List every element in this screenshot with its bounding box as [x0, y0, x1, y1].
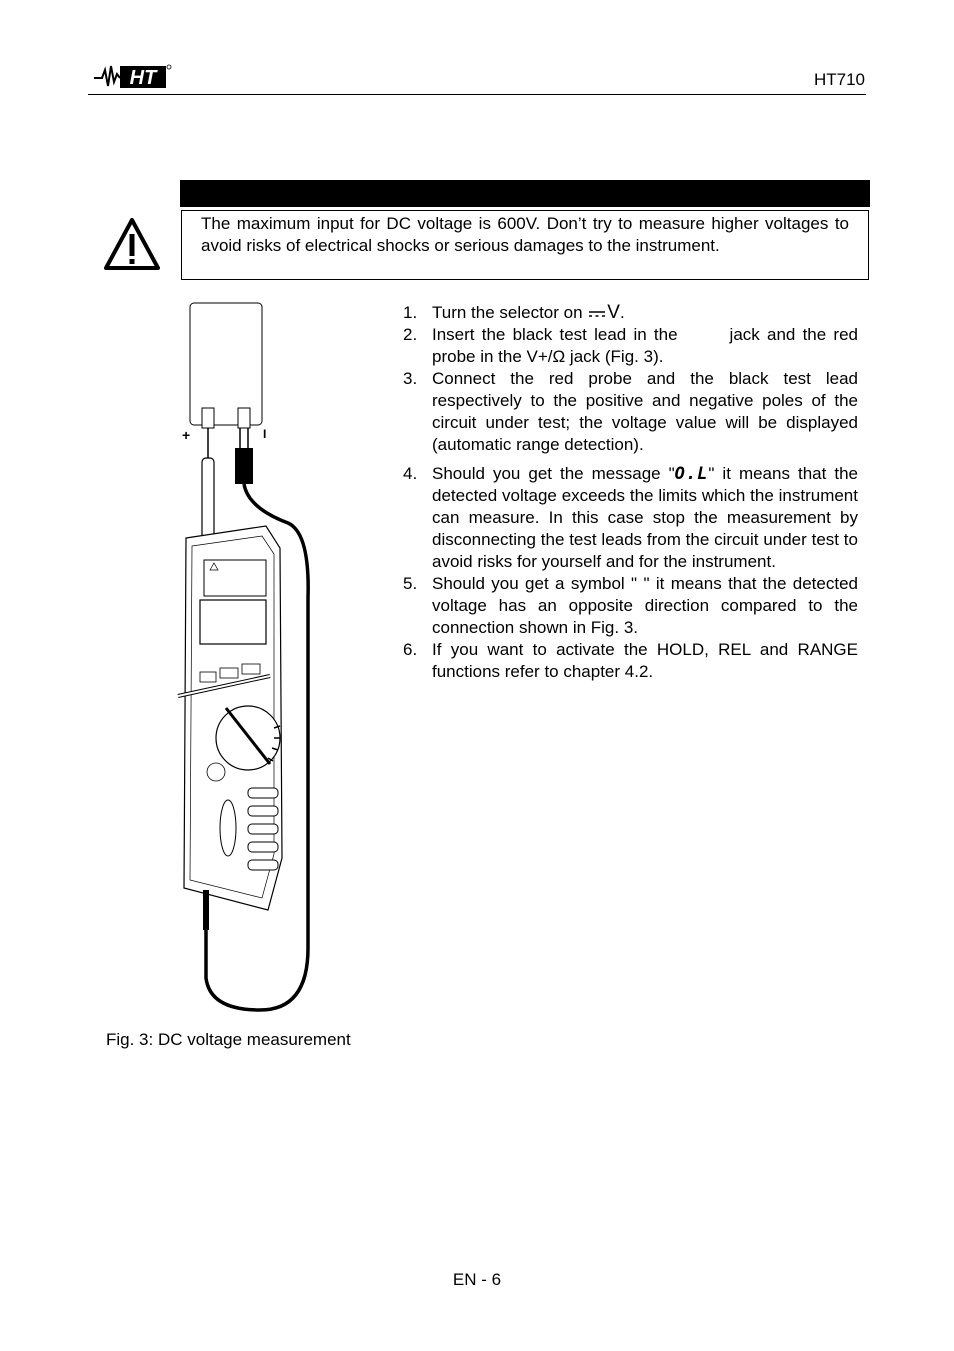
figure-caption: Fig. 3: DC voltage measurement	[106, 1030, 351, 1049]
step-number: 2.	[403, 325, 418, 344]
step-text-end: .	[619, 303, 625, 322]
dc-symbol-icon	[588, 309, 606, 319]
logo-text: HT	[129, 67, 157, 89]
step-3	[400, 368, 858, 456]
step-text: Should you get the message "	[432, 464, 675, 483]
step-5	[400, 573, 858, 639]
step-number: 4.	[403, 464, 418, 483]
step-2	[400, 324, 858, 368]
step-text: Insert the black test lead in the	[432, 325, 678, 344]
step-text-end: " it means that the detected voltage exceeds the limits which the instrument can measure. In this case stop the measurement by disconnecting the test leads from the circuit under test to avoid risks for yourself and for the instrument.	[432, 464, 858, 571]
step-1	[400, 302, 858, 324]
warning-text: The maximum input for DC voltage is 600V. Don’t try to measure higher voltages to avoid risks of electrical shocks or serious damages to the instrument.	[201, 214, 849, 255]
step-4	[400, 463, 858, 573]
overload-display-code: O.L	[674, 464, 709, 484]
ht-logo	[92, 60, 172, 92]
procedure-steps	[400, 302, 858, 683]
multimeter-figure	[170, 298, 320, 1018]
step-text: Should you get a symbol " " it means that the detected voltage has an opposite direction compared to the connection shown in Fig. 3.	[432, 574, 858, 637]
page-number: EN - 6	[452, 1270, 502, 1289]
step-number: 5.	[403, 574, 418, 593]
model-name: HT710	[813, 70, 865, 89]
plus-terminal-label: +	[182, 427, 191, 443]
step-number: 3.	[403, 369, 418, 388]
warning-box	[181, 210, 869, 280]
minus-terminal-label: I	[263, 427, 267, 441]
step-6	[400, 639, 858, 683]
step-text: Connect the red probe and the black test lead respectively to the positive and negative poles of the circuit under test; the voltage value will be displayed (automatic range detection).	[432, 369, 858, 454]
step-number: 1.	[403, 303, 418, 322]
step-number: 6.	[403, 640, 418, 659]
step-text-end: jack and the red probe in the V+/Ω jack (Fig. 3).	[432, 325, 858, 366]
step-text: If you want to activate the HOLD, REL and RANGE functions refer to chapter 4.2.	[432, 640, 858, 681]
voltage-symbol: V	[607, 302, 620, 323]
warning-triangle-icon	[102, 216, 162, 272]
step-text: Turn the selector on	[432, 303, 583, 322]
section-heading-bar	[180, 180, 870, 207]
header-divider	[88, 94, 866, 95]
